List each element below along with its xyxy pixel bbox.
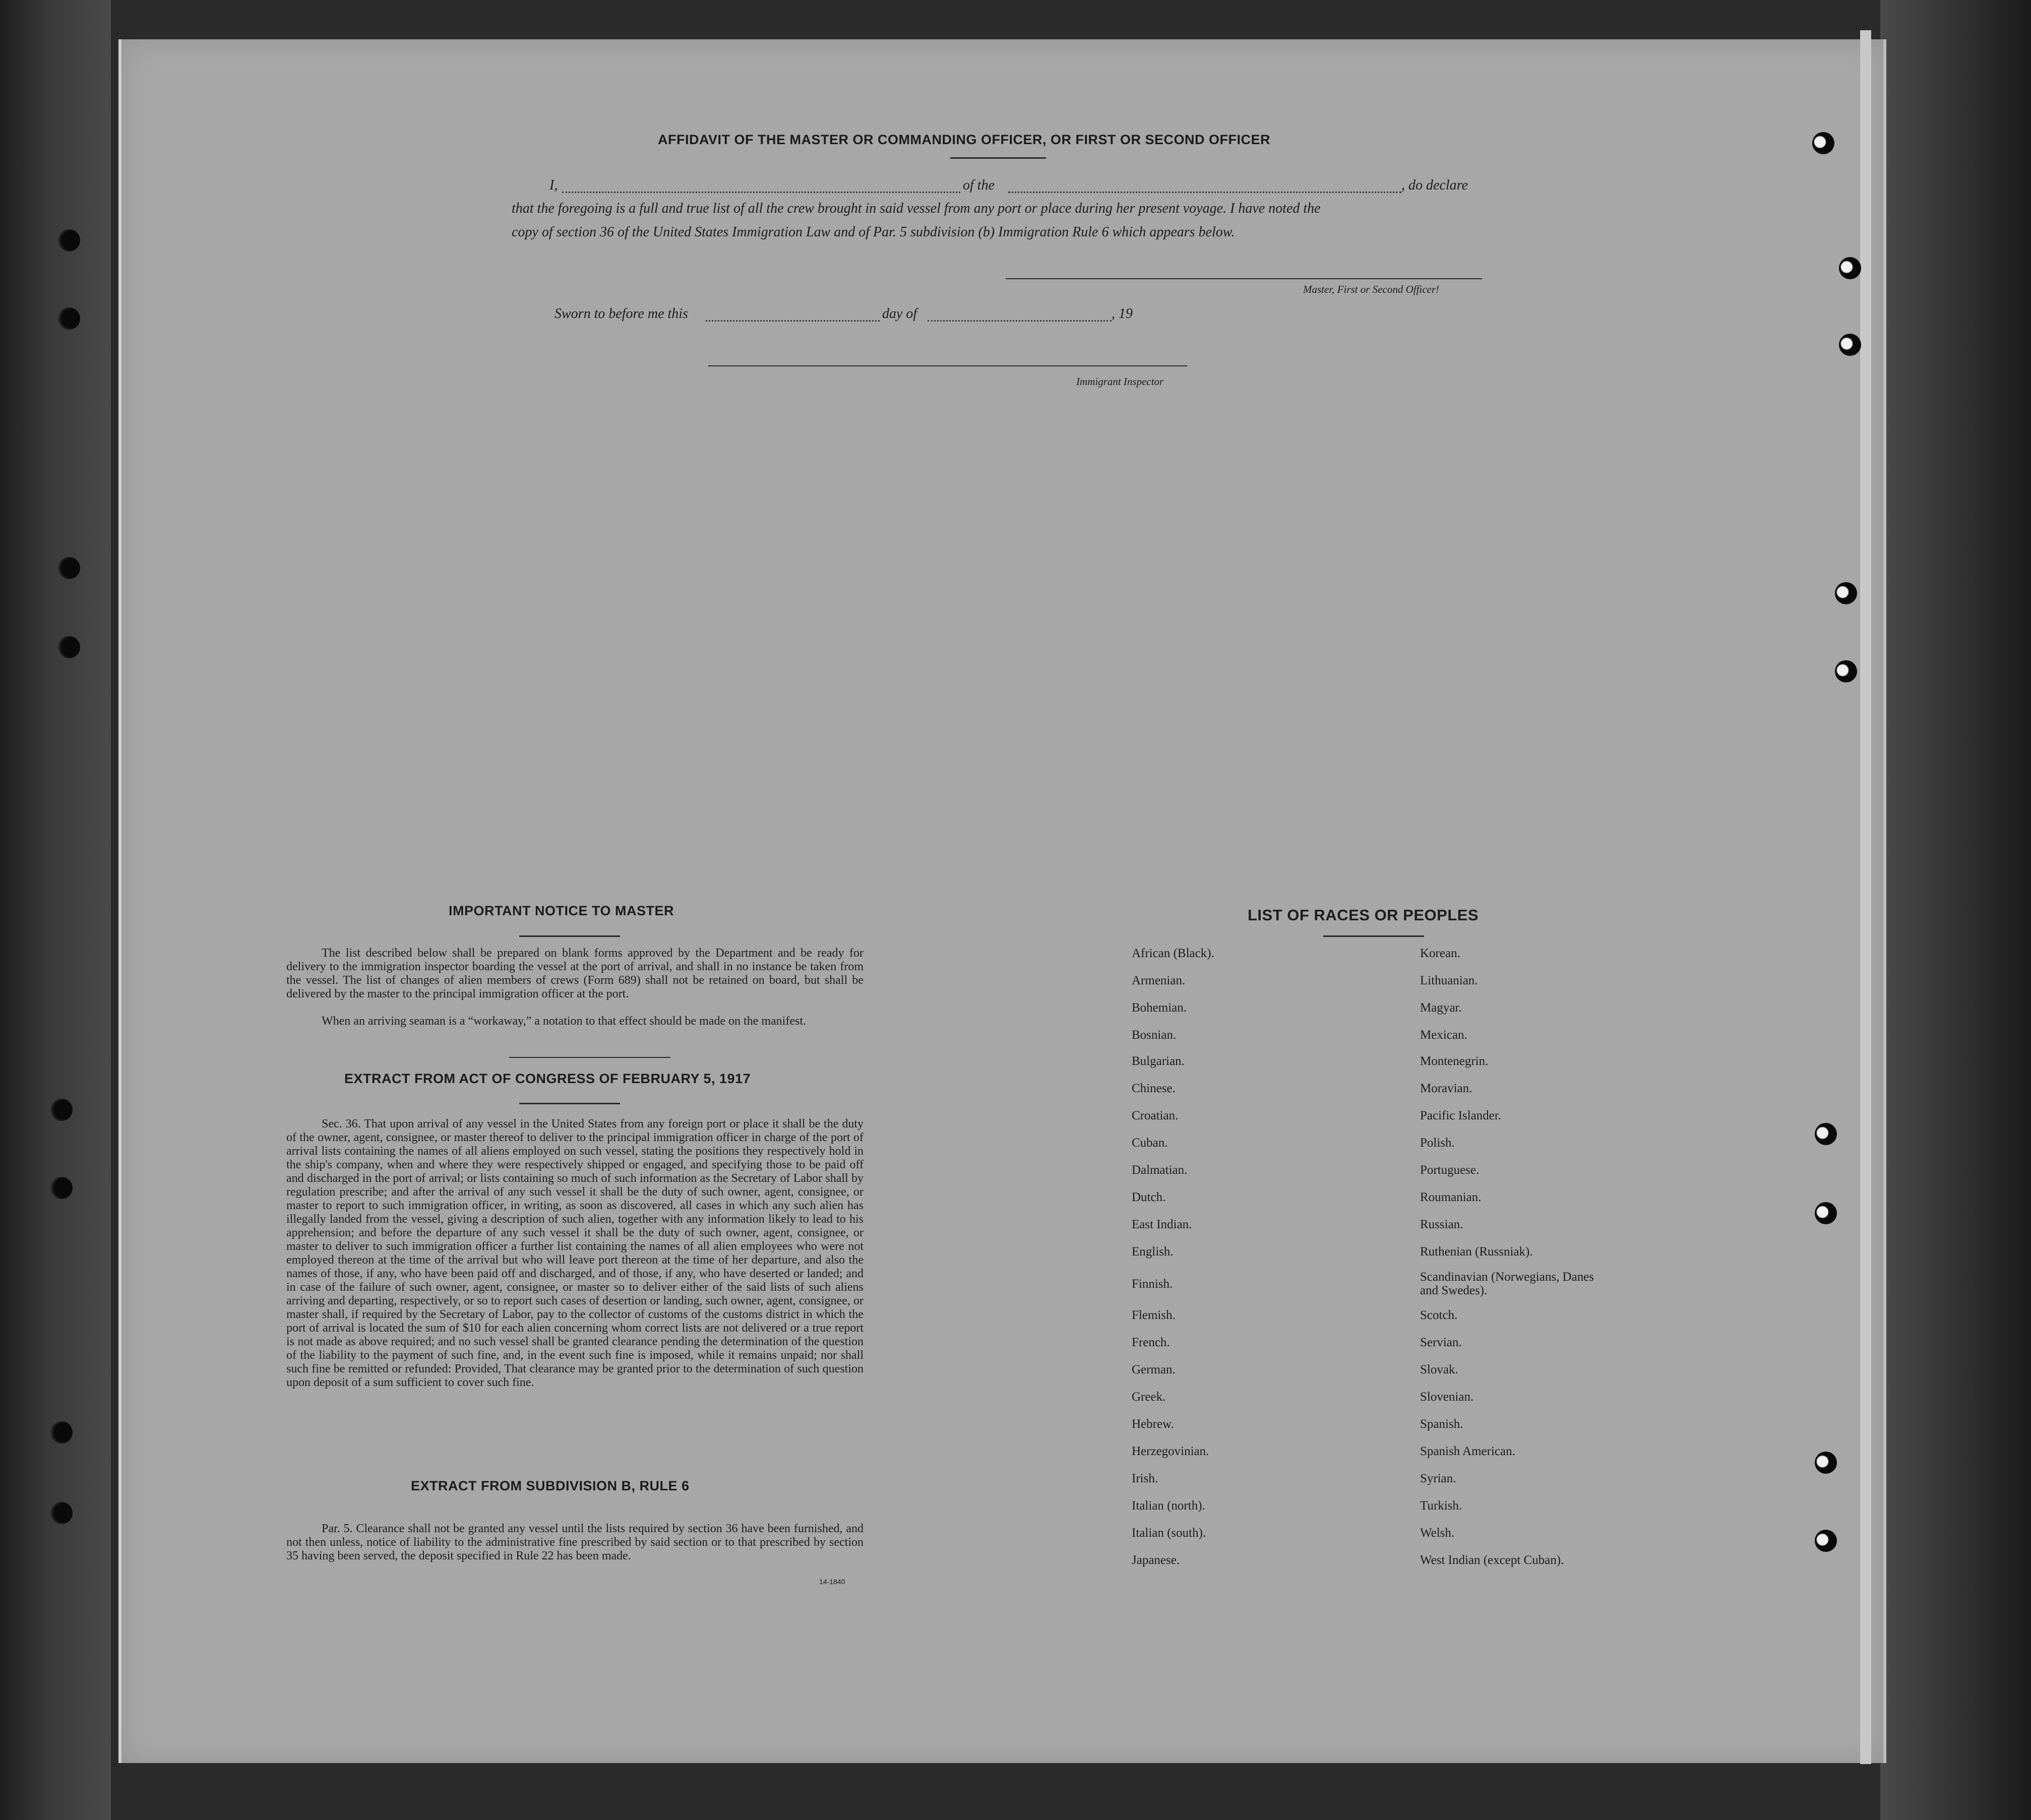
sworn-prefix: Sworn to before me this <box>555 306 688 322</box>
left-race-item: English. <box>1132 1245 1174 1259</box>
left-race-item: Chinese. <box>1132 1082 1176 1095</box>
binder-hole <box>58 229 80 252</box>
right-race-item: Scandinavian (Norwegians, Danes and Swedes). <box>1420 1270 1594 1297</box>
vessel-field[interactable] <box>1008 192 1401 193</box>
left-race-item: Greek. <box>1132 1390 1166 1404</box>
binder-hole <box>58 557 80 579</box>
right-race-item: Magyar. <box>1420 1001 1462 1015</box>
right-race-item: Roumanian. <box>1420 1190 1482 1204</box>
left-race-item: Croatian. <box>1132 1109 1179 1122</box>
inspector-signature-line[interactable] <box>708 365 1187 366</box>
right-race-item: Spanish. <box>1420 1417 1463 1431</box>
right-race-item: Turkish. <box>1420 1499 1462 1513</box>
left-race-item: Cuban. <box>1132 1136 1168 1150</box>
notice-paragraph-1: The list described below shall be prepared on blank forms approved by the Department and be ready for delivery to the immigration inspector boarding the vessel at the port of arrival, and shall in no instance be taken from the vessel. The list of changes of alien members of crews (Form 689) shall not be retained on board, but shall be delivered by the master to the principal immigration officer at the port. <box>286 947 864 1000</box>
notice-paragraph-2: When an arriving seaman is a “workaway,” a notation to that effect should be made on the manifest. <box>322 1015 806 1028</box>
binder-left-edge <box>0 0 111 1820</box>
binder-hole <box>1815 1202 1837 1224</box>
divider <box>519 935 620 937</box>
divider <box>509 1057 670 1058</box>
right-race-item: Welsh. <box>1420 1526 1455 1540</box>
affidavit-of-the: of the <box>963 177 995 193</box>
sworn-day-of: day of <box>882 306 917 322</box>
sworn-day-field[interactable] <box>706 320 880 322</box>
binder-hole <box>1815 1123 1837 1145</box>
binder-right-edge <box>1880 0 2031 1820</box>
affidavit-title: AFFIDAVIT OF THE MASTER OR COMMANDING OFFICER, OR FIRST OR SECOND OFFICER <box>658 132 1270 147</box>
right-race-item: Ruthenian (Russniak). <box>1420 1245 1533 1259</box>
sworn-month-field[interactable] <box>928 320 1112 322</box>
right-race-item: Moravian. <box>1420 1082 1472 1095</box>
right-race-item: Pacific Islander. <box>1420 1109 1502 1122</box>
extract-act-title: EXTRACT FROM ACT OF CONGRESS OF FEBRUARY 5, 1917 <box>344 1071 751 1086</box>
extract-rule-text: Par. 5. Clearance shall not be granted any vessel until the lists required by section 36 have been furnished, and not then unless, notice of liability to the administrative fine prescribed by said section or to that prescribed by section 35 having been served, the deposit specified in Rule 22 has been made. <box>286 1522 864 1562</box>
left-race-item: Japanese. <box>1132 1553 1180 1567</box>
divider <box>519 1103 620 1104</box>
binder-hole <box>1835 660 1857 682</box>
right-race-item: Montenegrin. <box>1420 1054 1489 1068</box>
binder-hole <box>50 1421 73 1444</box>
left-race-item: Irish. <box>1132 1472 1158 1485</box>
right-race-item: Scotch. <box>1420 1308 1458 1322</box>
right-race-item: Spanish American. <box>1420 1445 1515 1458</box>
left-race-item: Hebrew. <box>1132 1417 1174 1431</box>
left-race-item: Italian (south). <box>1132 1526 1206 1540</box>
left-race-item: French. <box>1132 1336 1170 1349</box>
right-race-item: Mexican. <box>1420 1028 1467 1042</box>
left-race-item: East Indian. <box>1132 1218 1192 1231</box>
binder-hole <box>58 307 80 330</box>
right-race-item: Slovenian. <box>1420 1390 1474 1404</box>
affidavit-line2: that the foregoing is a full and true list of all the crew brought in said vessel from any port or place during her present voyage. I have noted the <box>512 201 1321 216</box>
binder-hole <box>1812 132 1834 154</box>
right-race-item: West Indian (except Cuban). <box>1420 1553 1564 1567</box>
page-edge-strip <box>1860 30 1871 1764</box>
binder-hole <box>58 636 80 658</box>
affidavit-line1-start: I, <box>549 177 558 193</box>
sworn-year: , 19 <box>1112 306 1133 322</box>
binder-hole <box>1839 334 1861 356</box>
left-race-item: German. <box>1132 1363 1176 1376</box>
binder-hole <box>1839 257 1861 279</box>
right-race-item: Lithuanian. <box>1420 974 1478 987</box>
right-race-item: Portuguese. <box>1420 1163 1480 1177</box>
document-page <box>118 39 1886 1763</box>
right-race-item: Syrian. <box>1420 1472 1456 1485</box>
notice-title: IMPORTANT NOTICE TO MASTER <box>449 903 674 918</box>
divider <box>950 157 1046 159</box>
left-race-item: Bulgarian. <box>1132 1054 1185 1068</box>
form-number: 14-1840 <box>819 1578 845 1586</box>
races-title: LIST OF RACES OR PEOPLES <box>1248 906 1479 924</box>
affidavit-line3: copy of section 36 of the United States Immigration Law and of Par. 5 subdivision (b) Immigration Rule 6 which appears below. <box>512 224 1235 240</box>
affidavit-declare: , do declare <box>1401 177 1468 193</box>
right-race-item: Russian. <box>1420 1218 1463 1231</box>
left-race-item: Armenian. <box>1132 974 1186 987</box>
divider <box>1323 935 1424 937</box>
left-race-item: Bosnian. <box>1132 1028 1177 1042</box>
right-race-item: Korean. <box>1420 947 1460 960</box>
left-race-item: African (Black). <box>1132 947 1214 960</box>
left-race-item: Dalmatian. <box>1132 1163 1188 1177</box>
binder-hole <box>1815 1452 1837 1474</box>
extract-rule-title: EXTRACT FROM SUBDIVISION B, RULE 6 <box>411 1478 690 1493</box>
binder-hole <box>50 1502 73 1524</box>
left-race-item: Flemish. <box>1132 1308 1176 1322</box>
master-signature-label: Master, First or Second Officer! <box>1303 283 1440 295</box>
right-race-item: Slovak. <box>1420 1363 1458 1376</box>
name-field[interactable] <box>562 192 960 193</box>
extract-act-text: Sec. 36. That upon arrival of any vessel in the United States from any foreign port or place it shall be the duty of the owner, agent, consignee, or master thereof to deliver to the principal immigration officer in charge of the port of arrival lists containing the names of all aliens employed on such vessel, stating the positions they respectively hold in the ship's company, when and where they were respectively shipped or engaged, and specifying those to be paid off and discharged in the port of arrival; or lists containing so much of such information as the Secretary of Labor shall by regulation prescribe; and after the arrival of any such vessel it shall be the duty of such owner, agent, consignee, or master to report to such immigration officer, in writing, as soon as discovered, all cases in which any such alien has illegally landed from the vessel, giving a description of such alien, together with any information likely to lead to his apprehension; and before the departure of any such vessel it shall be the duty of such owner, agent, consignee, or master to deliver to such immigration officer a further list containing the names of all alien employees who were not employed thereon at the time of the arrival but who will leave port thereon at the time of her departure, and also the names of those, if any, who have been paid off and discharged, and of those, if any, who have deserted or landed; and in case of the failure of such owner, agent, consignee, or master so to deliver either of the said lists of such aliens arriving and departing, respectively, or so to report such cases of desertion or landing, such owner, agent, consignee, or master shall, if required by the Secretary of Labor, pay to the collector of customs of the customs district in which the port of arrival is located the sum of $10 for each alien concerning whom correct lists are not delivered or a true report is not made as above required; and no such vessel shall be granted clearance pending the determination of the question of the liability to the payment of such fine, and, in the event such fine is imposed, while it remains unpaid; nor shall such fine be remitted or refunded: Provided, That clearance may be granted prior to the determination of such question upon deposit of a sum sufficient to cover such fine. <box>286 1117 864 1389</box>
master-signature-line[interactable] <box>1006 278 1482 279</box>
right-race-item: Polish. <box>1420 1136 1455 1150</box>
left-race-item: Bohemian. <box>1132 1001 1187 1015</box>
left-race-item: Finnish. <box>1132 1277 1173 1291</box>
right-race-item: Servian. <box>1420 1336 1462 1349</box>
binder-hole <box>1835 582 1857 604</box>
left-race-item: Herzegovinian. <box>1132 1445 1209 1458</box>
binder-hole <box>50 1099 73 1121</box>
left-race-item: Italian (north). <box>1132 1499 1205 1513</box>
inspector-label: Immigrant Inspector <box>1076 375 1164 388</box>
binder-hole <box>50 1177 73 1199</box>
binder-hole <box>1815 1530 1837 1552</box>
left-race-item: Dutch. <box>1132 1190 1166 1204</box>
